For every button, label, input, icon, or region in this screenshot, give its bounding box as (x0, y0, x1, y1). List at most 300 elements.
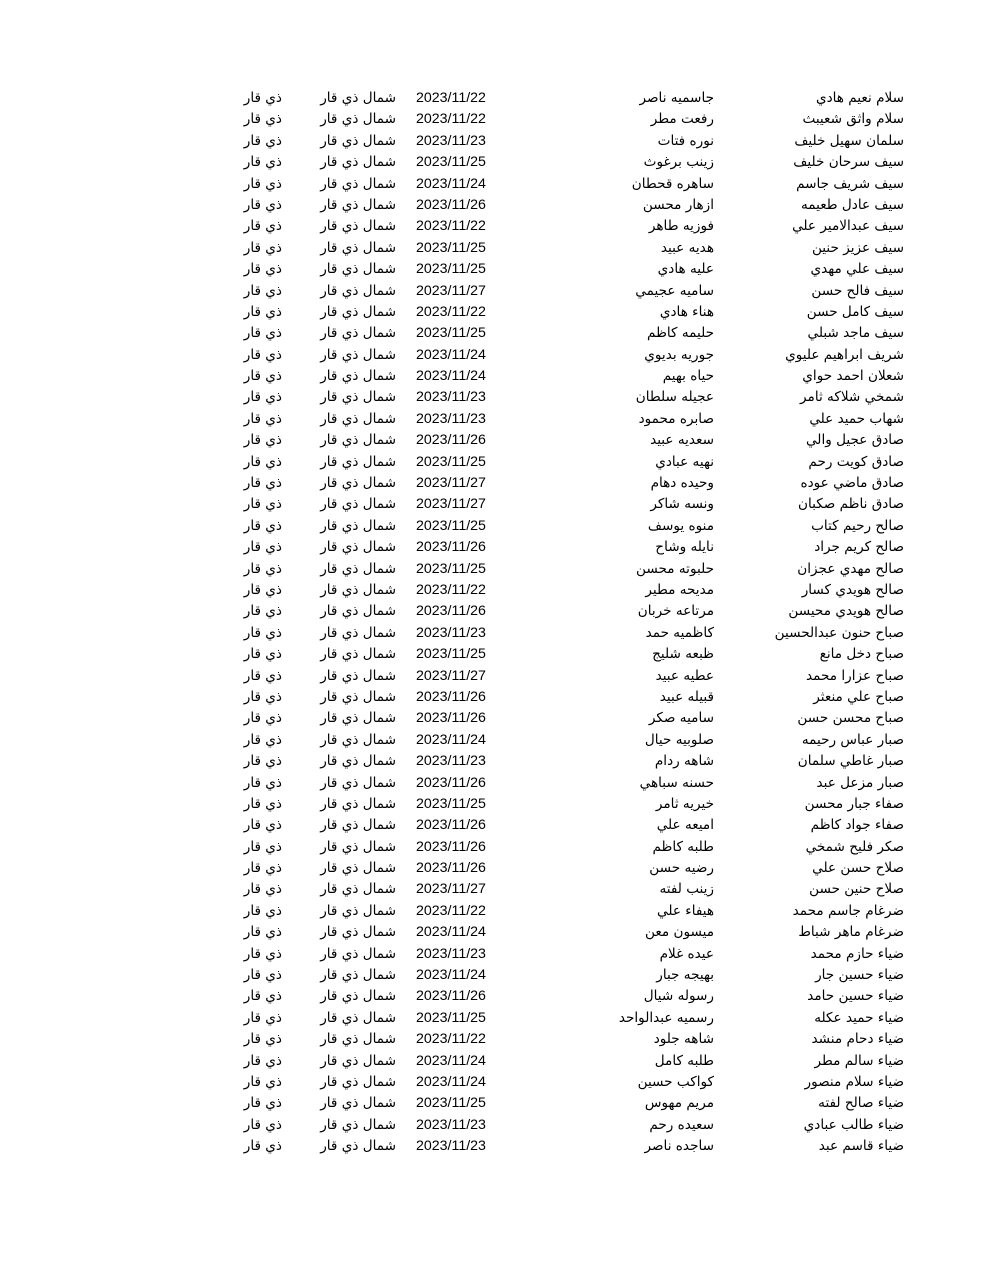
mother-name-cell: بهيجه جبار (656, 967, 714, 984)
governorate-cell: ذي قار (243, 303, 282, 320)
date-cell: 2023/11/23 (416, 1116, 486, 1133)
mother-name-cell: حسنه سباهي (639, 774, 714, 791)
date-cell: 2023/11/25 (416, 560, 486, 577)
mother-name-cell: ساجده ناصر (644, 1138, 714, 1155)
governorate-cell: ذي قار (243, 1138, 282, 1155)
governorate-cell: ذي قار (243, 325, 282, 342)
governorate-cell: ذي قار (243, 667, 282, 684)
table-row (0, 387, 989, 408)
region-cell: شمال ذي قار (320, 453, 396, 470)
date-cell: 2023/11/27 (416, 282, 486, 299)
date-cell: 2023/11/25 (416, 517, 486, 534)
person-name-cell: صفاء جواد كاظم (810, 817, 904, 834)
person-name-cell: صالح هويدي محيسن (788, 603, 904, 620)
governorate-cell: ذي قار (243, 111, 282, 128)
mother-name-cell: سعديه عبيد (650, 432, 714, 449)
person-name-cell: ضياء طالب عبادي (803, 1116, 904, 1133)
mother-name-cell: هديه عبيد (660, 239, 714, 256)
table-row (0, 323, 989, 344)
table-row (0, 922, 989, 943)
region-cell: شمال ذي قار (320, 1073, 396, 1090)
region-cell: شمال ذي قار (320, 261, 396, 278)
table-row (0, 238, 989, 259)
table-row (0, 494, 989, 515)
region-cell: شمال ذي قار (320, 688, 396, 705)
date-cell: 2023/11/26 (416, 688, 486, 705)
person-name-cell: صادق ناظم صكبان (798, 496, 904, 513)
date-cell: 2023/11/25 (416, 646, 486, 663)
table-row (0, 473, 989, 494)
governorate-cell: ذي قار (243, 496, 282, 513)
governorate-cell: ذي قار (243, 1116, 282, 1133)
mother-name-cell: وحيده دهام (650, 475, 714, 492)
date-cell: 2023/11/25 (416, 239, 486, 256)
person-name-cell: سلمان سهيل خليف (794, 132, 904, 149)
region-cell: شمال ذي قار (320, 539, 396, 556)
person-name-cell: سيف ماجد شبلي (807, 325, 904, 342)
region-cell: شمال ذي قار (320, 218, 396, 235)
table-row (0, 708, 989, 729)
person-name-cell: صباح محسن حسن (797, 710, 904, 727)
person-name-cell: ضرغام جاسم محمد (792, 902, 904, 919)
table-row (0, 815, 989, 836)
person-name-cell: صباح حنون عبدالحسين (774, 624, 904, 641)
governorate-cell: ذي قار (243, 389, 282, 406)
person-name-cell: ضياء حسين حامد (807, 988, 904, 1005)
mother-name-cell: صلوبيه حيال (644, 731, 714, 748)
date-cell: 2023/11/25 (416, 154, 486, 171)
mother-name-cell: رفعت مطر (650, 111, 714, 128)
mother-name-cell: ونسه شاكر (650, 496, 714, 513)
person-name-cell: ضياء صالح لفته (818, 1095, 904, 1112)
date-cell: 2023/11/27 (416, 667, 486, 684)
region-cell: شمال ذي قار (320, 646, 396, 663)
mother-name-cell: ساميه صكر (648, 710, 714, 727)
region-cell: شمال ذي قار (320, 496, 396, 513)
date-cell: 2023/11/22 (416, 902, 486, 919)
table-row (0, 452, 989, 473)
governorate-cell: ذي قار (243, 1073, 282, 1090)
governorate-cell: ذي قار (243, 154, 282, 171)
date-cell: 2023/11/25 (416, 325, 486, 342)
region-cell: شمال ذي قار (320, 560, 396, 577)
mother-name-cell: رسوله شيال (643, 988, 714, 1005)
governorate-cell: ذي قار (243, 410, 282, 427)
person-name-cell: صالح مهدي عجزان (797, 560, 904, 577)
mother-name-cell: قبيله عبيد (659, 688, 714, 705)
governorate-cell: ذي قار (243, 90, 282, 106)
person-name-cell: صكر فليح شمخي (805, 838, 904, 855)
person-name-cell: سيف فالح حسن (811, 282, 904, 299)
person-name-cell: صلاح حنين حسن (809, 881, 904, 898)
region-cell: شمال ذي قار (320, 239, 396, 256)
person-name-cell: ضرغام ماهر شباط (798, 924, 904, 941)
table-row (0, 986, 989, 1007)
records-list (0, 88, 989, 1158)
table-row (0, 195, 989, 216)
date-cell: 2023/11/24 (416, 1073, 486, 1090)
region-cell: شمال ذي قار (320, 731, 396, 748)
governorate-cell: ذي قار (243, 282, 282, 299)
date-cell: 2023/11/26 (416, 196, 486, 213)
date-cell: 2023/11/25 (416, 453, 486, 470)
date-cell: 2023/11/26 (416, 432, 486, 449)
person-name-cell: ضياء دحام منشد (811, 1031, 904, 1048)
governorate-cell: ذي قار (243, 881, 282, 898)
mother-name-cell: خيريه ثامر (655, 795, 714, 812)
mother-name-cell: صابره محمود (638, 410, 714, 427)
mother-name-cell: حليمه كاظم (647, 325, 714, 342)
region-cell: شمال ذي قار (320, 432, 396, 449)
governorate-cell: ذي قار (243, 1031, 282, 1048)
region-cell: شمال ذي قار (320, 881, 396, 898)
mother-name-cell: شاهه جلود (653, 1031, 714, 1048)
governorate-cell: ذي قار (243, 688, 282, 705)
date-cell: 2023/11/23 (416, 753, 486, 770)
date-cell: 2023/11/25 (416, 795, 486, 812)
table-row (0, 1029, 989, 1050)
region-cell: شمال ذي قار (320, 1116, 396, 1133)
date-cell: 2023/11/26 (416, 603, 486, 620)
table-row (0, 302, 989, 323)
person-name-cell: ضياء حسين جار (815, 967, 904, 984)
table-row (0, 131, 989, 152)
region-cell: شمال ذي قار (320, 175, 396, 192)
table-row (0, 623, 989, 644)
person-name-cell: صبار مزعل عبد (816, 774, 904, 791)
governorate-cell: ذي قار (243, 175, 282, 192)
table-row (0, 965, 989, 986)
governorate-cell: ذي قار (243, 646, 282, 663)
region-cell: شمال ذي قار (320, 346, 396, 363)
governorate-cell: ذي قار (243, 988, 282, 1005)
mother-name-cell: مديحه مطير (645, 581, 714, 598)
date-cell: 2023/11/22 (416, 303, 486, 320)
governorate-cell: ذي قار (243, 196, 282, 213)
mother-name-cell: اميعه علي (656, 817, 714, 834)
person-name-cell: صالح هويدي كسار (801, 581, 904, 598)
table-row (0, 109, 989, 130)
person-name-cell: سيف شريف جاسم (796, 175, 904, 192)
table-row (0, 751, 989, 772)
person-name-cell: صفاء جبار محسن (804, 795, 904, 812)
mother-name-cell: كواكب حسين (637, 1073, 714, 1090)
table-row (0, 88, 989, 109)
governorate-cell: ذي قار (243, 902, 282, 919)
governorate-cell: ذي قار (243, 817, 282, 834)
person-name-cell: صبار غاطي سلمان (797, 753, 904, 770)
date-cell: 2023/11/27 (416, 881, 486, 898)
table-row (0, 773, 989, 794)
table-row (0, 216, 989, 237)
person-name-cell: صادق عجيل والي (805, 432, 904, 449)
mother-name-cell: منوه يوسف (647, 517, 714, 534)
region-cell: شمال ذي قار (320, 196, 396, 213)
person-name-cell: سيف عبدالامير علي (792, 218, 904, 235)
person-name-cell: شهاب حميد علي (809, 410, 904, 427)
person-name-cell: سيف عادل طعيمه (800, 196, 904, 213)
mother-name-cell: رضيه حسن (649, 860, 714, 877)
table-row (0, 366, 989, 387)
mother-name-cell: مريم مهوس (644, 1095, 714, 1112)
table-row (0, 580, 989, 601)
table-row (0, 559, 989, 580)
date-cell: 2023/11/25 (416, 1095, 486, 1112)
governorate-cell: ذي قار (243, 560, 282, 577)
person-name-cell: صادق ماضي عوده (800, 475, 904, 492)
governorate-cell: ذي قار (243, 581, 282, 598)
date-cell: 2023/11/24 (416, 924, 486, 941)
mother-name-cell: طلبه كاظم (652, 838, 714, 855)
date-cell: 2023/11/22 (416, 581, 486, 598)
table-row (0, 1136, 989, 1157)
person-name-cell: صالح رحيم كتاب (811, 517, 904, 534)
governorate-cell: ذي قار (243, 368, 282, 385)
person-name-cell: شعلان احمد حواي (802, 368, 904, 385)
date-cell: 2023/11/27 (416, 496, 486, 513)
region-cell: شمال ذي قار (320, 475, 396, 492)
table-row (0, 901, 989, 922)
table-row (0, 858, 989, 879)
governorate-cell: ذي قار (243, 239, 282, 256)
date-cell: 2023/11/26 (416, 774, 486, 791)
table-row (0, 409, 989, 430)
region-cell: شمال ذي قار (320, 603, 396, 620)
person-name-cell: شمخي شلاكه ثامر (800, 389, 904, 406)
governorate-cell: ذي قار (243, 731, 282, 748)
mother-name-cell: عليه هادي (657, 261, 714, 278)
date-cell: 2023/11/26 (416, 539, 486, 556)
date-cell: 2023/11/23 (416, 410, 486, 427)
region-cell: شمال ذي قار (320, 303, 396, 320)
person-name-cell: سيف عزيز حنين (811, 239, 904, 256)
governorate-cell: ذي قار (243, 945, 282, 962)
person-name-cell: ضياء سلام منصور (804, 1073, 904, 1090)
region-cell: شمال ذي قار (320, 753, 396, 770)
region-cell: شمال ذي قار (320, 154, 396, 171)
date-cell: 2023/11/24 (416, 1052, 486, 1069)
date-cell: 2023/11/26 (416, 988, 486, 1005)
governorate-cell: ذي قار (243, 860, 282, 877)
table-row (0, 794, 989, 815)
mother-name-cell: ساهره قحطان (631, 175, 714, 192)
governorate-cell: ذي قار (243, 795, 282, 812)
governorate-cell: ذي قار (243, 432, 282, 449)
region-cell: شمال ذي قار (320, 924, 396, 941)
mother-name-cell: طلبه كامل (654, 1052, 714, 1069)
date-cell: 2023/11/22 (416, 90, 486, 106)
mother-name-cell: هيفاء علي (657, 902, 714, 919)
region-cell: شمال ذي قار (320, 774, 396, 791)
date-cell: 2023/11/24 (416, 346, 486, 363)
date-cell: 2023/11/26 (416, 710, 486, 727)
table-row (0, 1093, 989, 1114)
mother-name-cell: ساميه عجيمي (635, 282, 714, 299)
region-cell: شمال ذي قار (320, 581, 396, 598)
mother-name-cell: زينب لفته (659, 881, 714, 898)
table-row (0, 666, 989, 687)
mother-name-cell: مرتاعه خربان (637, 603, 714, 620)
date-cell: 2023/11/26 (416, 817, 486, 834)
region-cell: شمال ذي قار (320, 1138, 396, 1155)
region-cell: شمال ذي قار (320, 988, 396, 1005)
table-row (0, 516, 989, 537)
region-cell: شمال ذي قار (320, 795, 396, 812)
person-name-cell: صباح عزارا محمد (806, 667, 904, 684)
governorate-cell: ذي قار (243, 1052, 282, 1069)
governorate-cell: ذي قار (243, 539, 282, 556)
region-cell: شمال ذي قار (320, 817, 396, 834)
governorate-cell: ذي قار (243, 838, 282, 855)
governorate-cell: ذي قار (243, 710, 282, 727)
date-cell: 2023/11/22 (416, 1031, 486, 1048)
mother-name-cell: سعيده رحم (649, 1116, 714, 1133)
person-name-cell: شريف ابراهيم عليوي (785, 346, 904, 363)
mother-name-cell: شاهه ردام (654, 753, 714, 770)
date-cell: 2023/11/24 (416, 731, 486, 748)
region-cell: شمال ذي قار (320, 282, 396, 299)
person-name-cell: سلام نعيم هادي (815, 90, 904, 106)
table-row (0, 601, 989, 622)
table-row (0, 174, 989, 195)
date-cell: 2023/11/24 (416, 368, 486, 385)
governorate-cell: ذي قار (243, 218, 282, 235)
date-cell: 2023/11/23 (416, 624, 486, 641)
region-cell: شمال ذي قار (320, 132, 396, 149)
table-row (0, 345, 989, 366)
date-cell: 2023/11/23 (416, 945, 486, 962)
governorate-cell: ذي قار (243, 517, 282, 534)
person-name-cell: سيف سرحان خليف (793, 154, 904, 171)
mother-name-cell: كاظميه حمد (645, 624, 714, 641)
mother-name-cell: عجيله سلطان (635, 389, 714, 406)
region-cell: شمال ذي قار (320, 1009, 396, 1026)
date-cell: 2023/11/23 (416, 1138, 486, 1155)
date-cell: 2023/11/22 (416, 111, 486, 128)
table-row (0, 1115, 989, 1136)
region-cell: شمال ذي قار (320, 967, 396, 984)
governorate-cell: ذي قار (243, 346, 282, 363)
table-row (0, 1008, 989, 1029)
table-row (0, 281, 989, 302)
governorate-cell: ذي قار (243, 261, 282, 278)
governorate-cell: ذي قار (243, 453, 282, 470)
mother-name-cell: جوريه بديوي (644, 346, 714, 363)
region-cell: شمال ذي قار (320, 945, 396, 962)
date-cell: 2023/11/26 (416, 838, 486, 855)
region-cell: شمال ذي قار (320, 90, 396, 106)
person-name-cell: صلاح حسن علي (812, 860, 904, 877)
person-name-cell: صباح علي منعثر (813, 688, 904, 705)
table-row (0, 1051, 989, 1072)
governorate-cell: ذي قار (243, 753, 282, 770)
governorate-cell: ذي قار (243, 603, 282, 620)
region-cell: شمال ذي قار (320, 325, 396, 342)
governorate-cell: ذي قار (243, 774, 282, 791)
date-cell: 2023/11/22 (416, 218, 486, 235)
table-row (0, 837, 989, 858)
date-cell: 2023/11/23 (416, 389, 486, 406)
region-cell: شمال ذي قار (320, 860, 396, 877)
mother-name-cell: حلبوته محسن (636, 560, 714, 577)
person-name-cell: ضياء قاسم عبد (818, 1138, 904, 1155)
person-name-cell: سيف علي مهدي (810, 261, 904, 278)
region-cell: شمال ذي قار (320, 1052, 396, 1069)
mother-name-cell: ظبعه شليج (652, 646, 714, 663)
region-cell: شمال ذي قار (320, 410, 396, 427)
table-row (0, 430, 989, 451)
region-cell: شمال ذي قار (320, 838, 396, 855)
mother-name-cell: زينب برغوث (643, 154, 714, 171)
table-row (0, 944, 989, 965)
date-cell: 2023/11/26 (416, 860, 486, 877)
mother-name-cell: نايله وشاح (655, 539, 714, 556)
region-cell: شمال ذي قار (320, 667, 396, 684)
mother-name-cell: جاسميه ناصر (639, 90, 714, 106)
region-cell: شمال ذي قار (320, 111, 396, 128)
governorate-cell: ذي قار (243, 132, 282, 149)
mother-name-cell: ميسون معن (644, 924, 714, 941)
person-name-cell: ضياء سالم مطر (814, 1052, 904, 1069)
person-name-cell: صادق كويت رحم (808, 453, 904, 470)
table-row (0, 644, 989, 665)
mother-name-cell: نوره فتات (657, 132, 714, 149)
table-row (0, 152, 989, 173)
table-row (0, 1072, 989, 1093)
governorate-cell: ذي قار (243, 924, 282, 941)
person-name-cell: ضياء حازم محمد (810, 945, 904, 962)
date-cell: 2023/11/25 (416, 1009, 486, 1026)
region-cell: شمال ذي قار (320, 517, 396, 534)
mother-name-cell: رسميه عبدالواحد (618, 1009, 714, 1026)
person-name-cell: صبار عباس رحيمه (801, 731, 904, 748)
person-name-cell: سلام واثق شعيبث (802, 111, 904, 128)
person-name-cell: ضياء حميد عكله (814, 1009, 904, 1026)
region-cell: شمال ذي قار (320, 624, 396, 641)
region-cell: شمال ذي قار (320, 389, 396, 406)
date-cell: 2023/11/24 (416, 967, 486, 984)
table-row (0, 879, 989, 900)
person-name-cell: صباح دخل مانع (819, 646, 904, 663)
governorate-cell: ذي قار (243, 1009, 282, 1026)
region-cell: شمال ذي قار (320, 902, 396, 919)
mother-name-cell: نهيه عبادي (655, 453, 714, 470)
mother-name-cell: فوزيه طاهر (648, 218, 714, 235)
table-row (0, 259, 989, 280)
governorate-cell: ذي قار (243, 475, 282, 492)
governorate-cell: ذي قار (243, 1095, 282, 1112)
mother-name-cell: ازهار محسن (642, 196, 714, 213)
person-name-cell: صالح كريم جراد (814, 539, 904, 556)
table-row (0, 730, 989, 751)
table-row (0, 687, 989, 708)
region-cell: شمال ذي قار (320, 710, 396, 727)
mother-name-cell: عطيه عبيد (655, 667, 714, 684)
date-cell: 2023/11/27 (416, 475, 486, 492)
governorate-cell: ذي قار (243, 967, 282, 984)
table-row (0, 537, 989, 558)
mother-name-cell: عيده غلام (659, 945, 714, 962)
date-cell: 2023/11/23 (416, 132, 486, 149)
date-cell: 2023/11/25 (416, 261, 486, 278)
mother-name-cell: هناء هادي (659, 303, 714, 320)
governorate-cell: ذي قار (243, 624, 282, 641)
person-name-cell: سيف كامل حسن (806, 303, 904, 320)
region-cell: شمال ذي قار (320, 1095, 396, 1112)
mother-name-cell: حياه بهيم (662, 368, 714, 385)
region-cell: شمال ذي قار (320, 1031, 396, 1048)
date-cell: 2023/11/24 (416, 175, 486, 192)
